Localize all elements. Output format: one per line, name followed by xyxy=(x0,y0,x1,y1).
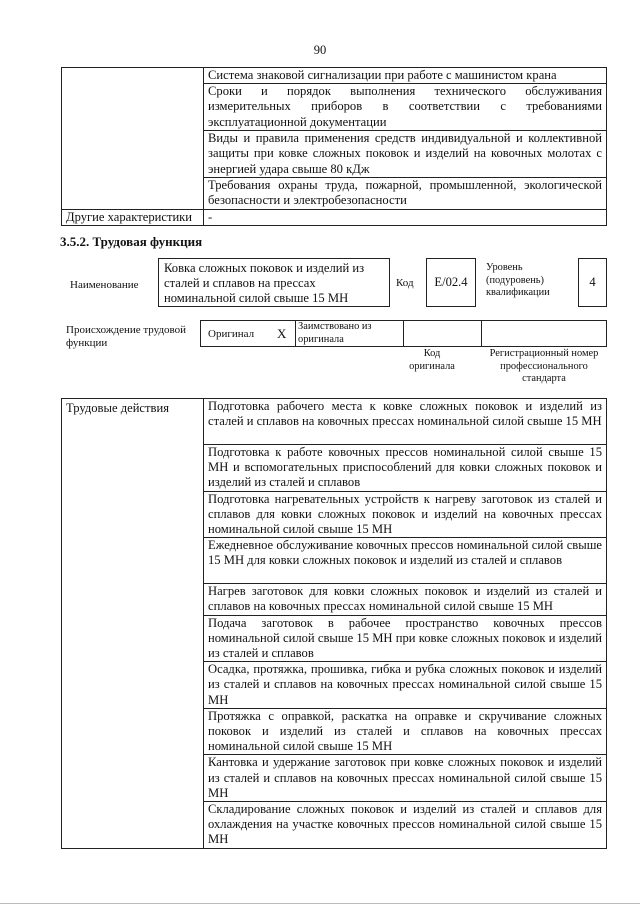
code-label: Код xyxy=(396,277,414,289)
page-number: 90 xyxy=(313,43,327,57)
origin-label: Происхождение трудовой функции xyxy=(66,324,187,349)
level-box xyxy=(578,258,607,307)
section-title: 3.5.2. Трудовая функция xyxy=(60,234,203,249)
borrowed-label: Заимствовано из оригинала xyxy=(298,321,372,345)
action-item: Подготовка рабочего места к ковке сложных поковок и изделий из сталей и сплавов на ковочных прессах номинальной силой свыше 15 МН xyxy=(204,399,607,445)
actions-table xyxy=(61,398,607,849)
original-label: Оригинал xyxy=(208,328,255,340)
bottom-edge xyxy=(0,903,640,904)
knowledge-item: Виды и правила применения средств индивидуальной и коллективной защиты при ковке сложных поковок и изделий на ковочных молотах с энергией удара свыше 80 кДж xyxy=(204,131,607,178)
action-item: Подготовка нагревательных устройств к нагреву заготовок из сталей и сплавов для ковки сложных поковок и изделий на ковочных прессах номинальной силой свыше 15 МН xyxy=(204,491,607,538)
function-name: Ковка сложных поковок и изделий из сталей и сплавов на прессах номинальной силой свыше 15 МН xyxy=(164,261,365,306)
action-item: Складирование сложных поковок и изделий из сталей и сплавов для охлаждения на участке ковочных прессов номинальной силой свыше 15 МН xyxy=(204,802,607,849)
reg-number-caption: Регистрационный номер профессионального стандарта xyxy=(489,348,599,384)
name-label: Наименование xyxy=(70,279,139,291)
other-characteristics-label: Другие характеристики xyxy=(62,209,204,225)
original-code-caption: Код оригинала xyxy=(409,348,455,372)
function-name-box xyxy=(158,258,390,307)
level-label: Уровень (подуровень) квалификации xyxy=(486,262,550,298)
origin-row xyxy=(200,320,607,347)
knowledge-item: Требования охраны труда, пожарной, промышленной, экологической безопасности и электробезопасности xyxy=(204,178,607,209)
action-item: Подготовка к работе ковочных прессов номинальной силой свыше 15 МН и вспомогательных приспособлений для ковки сложных поковок и изделий из сталей и сплавов xyxy=(204,445,607,492)
knowledge-item: Система знаковой сигнализации при работе с машинистом крана xyxy=(204,68,607,84)
function-code: E/02.4 xyxy=(434,275,468,289)
action-item: Кантовка и удержание заготовок при ковке сложных поковок и изделий из сталей и сплавов на ковочных прессах номинальной силой свыше 15 МН xyxy=(204,755,607,802)
action-item: Протяжка с оправкой, раскатка на оправке и скручивание сложных поковок и изделий из сталей и сплавов на ковочных прессах номинальной силой свыше 15 МН xyxy=(204,708,607,755)
level-value: 4 xyxy=(589,275,596,289)
empty-label-cell xyxy=(62,68,204,210)
action-item: Подача заготовок в рабочее пространство ковочных прессов номинальной силой свыше 15 МН при ковке сложных поковок и изделий из сталей и сплавов xyxy=(204,615,607,662)
knowledge-table xyxy=(61,67,607,226)
knowledge-item: Сроки и порядок выполнения технического обслуживания измерительных приборов в соответствии с требованиями эксплуатационной документации xyxy=(204,84,607,131)
action-item: Нагрев заготовок для ковки сложных поковок и изделий из сталей и сплавов на ковочных прессах номинальной силой свыше 15 МН xyxy=(204,584,607,615)
action-item: Осадка, протяжка, прошивка, гибка и рубка сложных поковок и изделий из сталей и сплавов на ковочных прессах номинальной силой свыше 15 МН xyxy=(204,662,607,709)
actions-label: Трудовые действия xyxy=(62,399,204,849)
original-mark: X xyxy=(277,326,287,341)
other-characteristics-value: - xyxy=(204,209,607,225)
action-item: Ежедневное обслуживание ковочных прессов номинальной силой свыше 15 МН для ковки сложных поковок и изделий из сталей и сплавов xyxy=(204,538,607,584)
function-code-box xyxy=(426,258,476,307)
